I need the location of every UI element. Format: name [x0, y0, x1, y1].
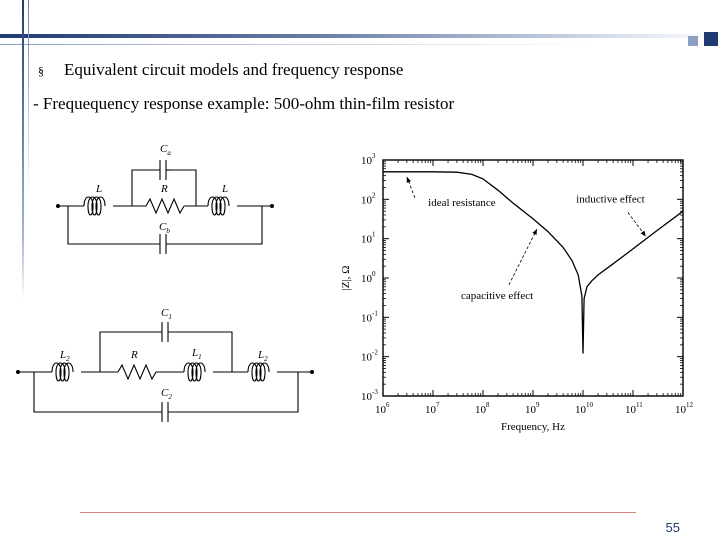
x-tick-label: $10^7$ — [425, 401, 440, 416]
x-tick-label: $10^8$ — [475, 401, 490, 416]
label-cb: $C_b$ — [159, 221, 170, 235]
annotation-arrow — [509, 229, 537, 285]
header-square-small — [688, 36, 698, 46]
y-tick-label: $10^0$ — [361, 270, 376, 285]
annotation-arrowhead — [641, 231, 646, 237]
inductor-l2-right-symbol — [248, 363, 269, 381]
equivalent-circuit-2 — [0, 0, 330, 540]
inductor-l1-symbol — [184, 363, 205, 381]
y-tick-label: $10^{-3}$ — [361, 388, 378, 403]
page-number: 55 — [665, 520, 680, 535]
inductor-l2-left-symbol — [52, 363, 73, 381]
annotation-arrowhead — [407, 177, 411, 183]
y-tick-label: $10^2$ — [361, 191, 376, 207]
chart-annotation: capacitive effect — [461, 289, 534, 302]
x-tick-label: $10^{12}$ — [675, 401, 693, 416]
chart-annotation: inductive effect — [576, 193, 645, 206]
x-tick-label: $10^6$ — [375, 401, 390, 416]
label-l2-left: $L_2$ — [60, 349, 70, 363]
label-r: R — [161, 183, 168, 195]
subheading: - Frequequency response example: 500-ohm thin-film resistor — [33, 94, 455, 113]
bullet-glyph: § — [38, 64, 44, 78]
y-tick-label: $10^1$ — [361, 230, 376, 246]
chart-annotation: ideal resistance — [428, 196, 496, 209]
y-tick-label: $10^{-1}$ — [361, 309, 378, 325]
label-l-right: L — [222, 183, 229, 195]
label-c2: $C_2$ — [161, 387, 172, 401]
label-l2-right: $L_2$ — [258, 349, 268, 363]
label-r2: R — [131, 349, 138, 361]
y-tick-label: $10^{-2}$ — [361, 348, 378, 364]
x-tick-label: $10^{10}$ — [575, 401, 593, 416]
y-axis-label: |Z|, Ω — [340, 265, 352, 291]
label-l1: $L_1$ — [192, 347, 202, 361]
label-l-left: L — [96, 183, 103, 195]
x-tick-label: $10^9$ — [525, 401, 540, 416]
header-square — [704, 32, 718, 46]
label-ca: $C_a$ — [160, 143, 171, 157]
y-tick-label: $10^3$ — [361, 152, 376, 167]
bullet-text: Equivalent circuit models and frequency response — [64, 60, 404, 79]
x-tick-label: $10^{11}$ — [625, 401, 643, 416]
resistor-2-symbol — [118, 365, 156, 379]
label-c1: $C_1$ — [161, 307, 172, 321]
x-axis-label: Frequency, Hz — [500, 421, 566, 433]
impedance-chart — [336, 150, 700, 440]
